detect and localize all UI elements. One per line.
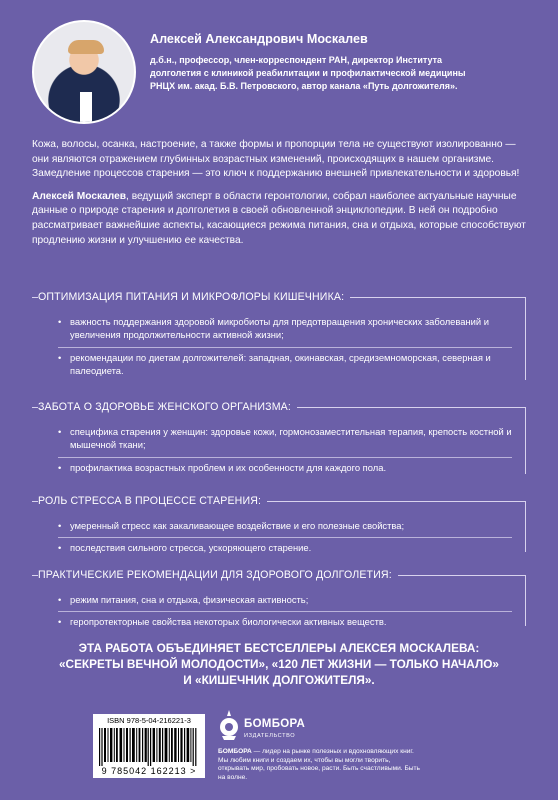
- list-item: • специфика старения у женщин: здоровье кожи, гормонозаместительная терапия, крепость костной и мышечной ткани;: [58, 422, 512, 458]
- intro-paragraph-2-rest: , ведущий эксперт в области геронтологии, собрал наиболее актуальные научные данные о природе старения и долголетия в своей обновленной энциклопедии. В ней он подробно рассматривает важнейшие аспекты, касающиеся режима питания, сна и отдыха, которые способствуют продлению жизни и улучшению ее качества.: [32, 190, 526, 246]
- publisher-desc-name: БОМБОРА: [218, 748, 252, 755]
- list-item: • умеренный стресс как закаливающее воздействие и его полезные свойства;: [58, 516, 512, 538]
- author-name: Алексей Александрович Москалев: [150, 32, 368, 46]
- topic-list: [32, 312, 526, 383]
- intro-text: [32, 138, 528, 256]
- author-photo: [32, 20, 136, 124]
- publisher-description: [218, 748, 423, 782]
- topic-heading: РОЛЬ СТРЕССА В ПРОЦЕССЕ СТАРЕНИЯ:: [38, 492, 267, 510]
- topic-nutrition: [32, 288, 526, 380]
- intro-paragraph-2: [32, 190, 528, 248]
- topic-list: [32, 590, 526, 634]
- bestsellers-note: [20, 640, 538, 688]
- bombora-logo-icon: [218, 710, 240, 740]
- author-photo-hair: [68, 40, 104, 54]
- barcode-icon: [99, 728, 199, 766]
- topic-heading: ПРАКТИЧЕСКИЕ РЕКОМЕНДАЦИИ ДЛЯ ЗДОРОВОГО ДОЛГОЛЕТИЯ:: [38, 566, 398, 584]
- topic-heading: ЗАБОТА О ЗДОРОВЬЕ ЖЕНСКОГО ОРГАНИЗМА:: [38, 398, 297, 416]
- isbn-text: ISBN 978-5-04-216221-3: [107, 716, 191, 725]
- author-block: [32, 20, 532, 130]
- bestsellers-line-1: ЭТА РАБОТА ОБЪЕДИНЯЕТ БЕСТСЕЛЛЕРЫ АЛЕКСЕЯ МОСКАЛЕВА:: [78, 641, 480, 655]
- barcode-box: [93, 714, 205, 778]
- intro-author-name: Алексей Москалев: [32, 190, 127, 202]
- topic-stress: [32, 492, 526, 552]
- publisher-logo-text: БОМБОРА: [244, 718, 306, 730]
- list-item: • профилактика возрастных проблем и их особенности для каждого пола.: [58, 458, 512, 479]
- topic-list: [32, 516, 526, 560]
- bestsellers-line-3: И «КИШЕЧНИК ДОЛГОЖИТЕЛЯ».: [183, 673, 375, 687]
- topic-list: [32, 422, 526, 479]
- topic-heading: ОПТИМИЗАЦИЯ ПИТАНИЯ И МИКРОФЛОРЫ КИШЕЧНИКА:: [38, 288, 350, 306]
- barcode-digits: 9 785042 162213 >: [101, 766, 197, 776]
- publisher-desc-rest: — лидер на рынке полезных и вдохновляющих книг. Мы любим книги и создаем их, чтобы вы могли творить, открывать мир, пробовать новое, расти. Быть счастливыми. Быть на волне.: [218, 748, 420, 781]
- list-item: • последствия сильного стресса, ускоряющего старение.: [58, 538, 512, 559]
- intro-paragraph-1: Кожа, волосы, осанка, настроение, а также формы и пропорции тела не существуют изолированно — они являются отражением глубинных возрастных изменений, происходящих в нашем организме. Замедление процессов старения — это ключ к поддержанию внешней привлекательности и здоровья!: [32, 139, 520, 180]
- list-item: • рекомендации по диетам долгожителей: западная, окинавская, средиземноморская, северная и палеодиета.: [58, 348, 512, 383]
- author-description: д.б.н., профессор, член-корреспондент РАН, директор Института долголетия с клиникой реабилитации и профилактической медицины РНЦХ им. акад. Б.В. Петровского, автор канала «Путь долгожителя».: [150, 55, 466, 91]
- list-item: • режим питания, сна и отдыха, физическая активность;: [58, 590, 512, 612]
- topic-practical: [32, 566, 526, 626]
- author-photo-shirt: [80, 92, 92, 124]
- publisher-logo-subtitle: ИЗДАТЕЛЬСТВО: [244, 733, 296, 739]
- topic-women-health: [32, 398, 526, 474]
- list-item: • важность поддержания здоровой микробиоты для предотвращения хронических заболеваний и увеличения продолжительности активной жизни;: [58, 312, 512, 348]
- bestsellers-line-2: «СЕКРЕТЫ ВЕЧНОЙ МОЛОДОСТИ», «120 ЛЕТ ЖИЗНИ — ТОЛЬКО НАЧАЛО»: [58, 657, 499, 671]
- list-item: • геропротекторные свойства некоторых биологически активных веществ.: [58, 612, 512, 633]
